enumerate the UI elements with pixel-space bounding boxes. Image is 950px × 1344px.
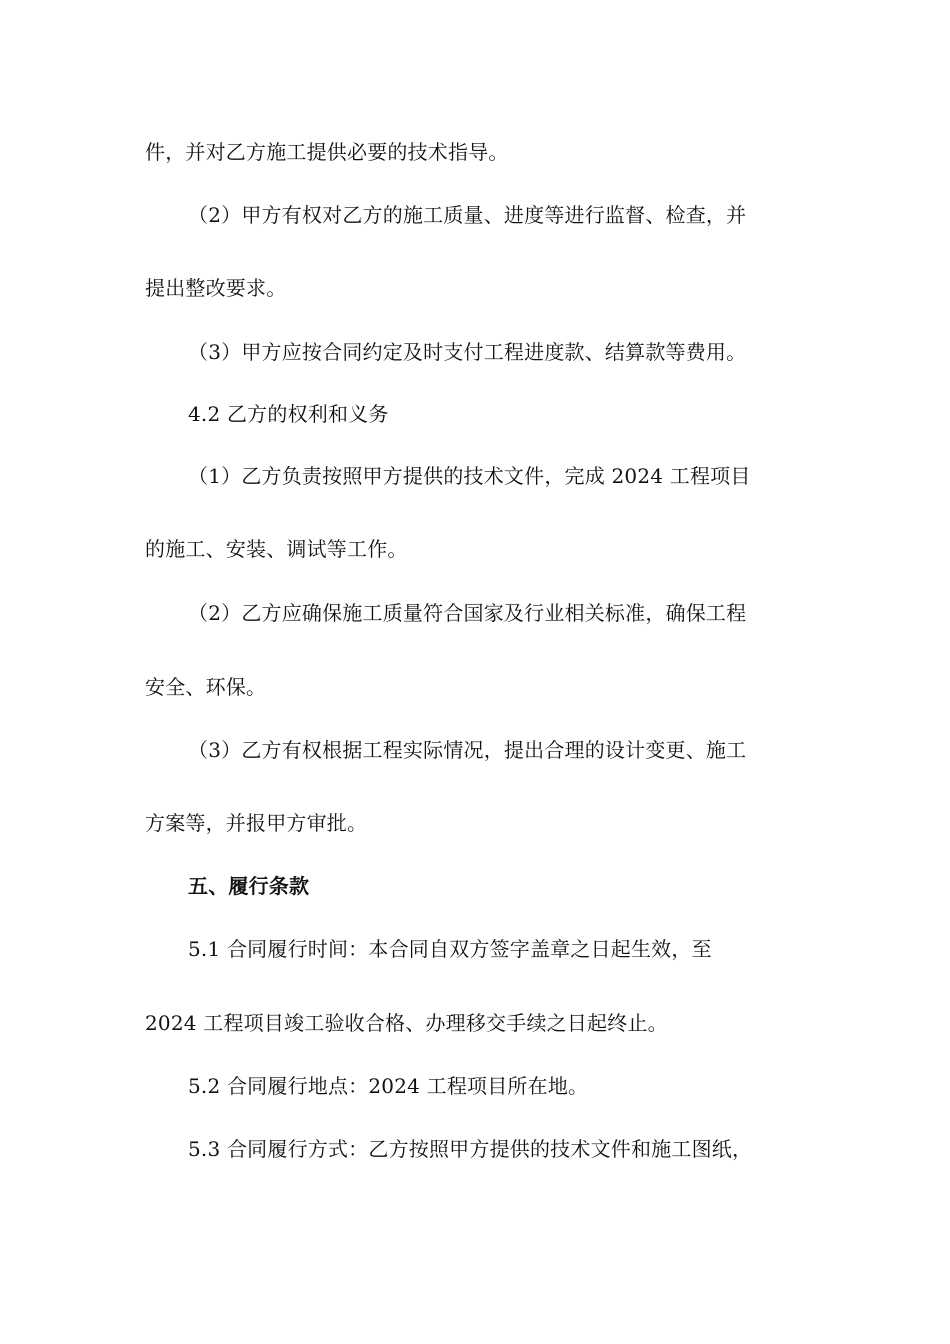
paragraph-line: 方案等，并报甲方审批。 bbox=[145, 811, 368, 835]
section-heading: 4.2 乙方的权利和义务 bbox=[188, 402, 389, 426]
paragraph-line: （3）甲方应按合同约定及时支付工程进度款、结算款等费用。 bbox=[188, 340, 747, 364]
paragraph-line: （2）甲方有权对乙方的施工质量、进度等进行监督、检查，并 bbox=[188, 203, 747, 227]
paragraph-line: 5.1 合同履行时间：本合同自双方签字盖章之日起生效，至 bbox=[188, 937, 712, 961]
paragraph-line: 安全、环保。 bbox=[145, 675, 267, 699]
paragraph-line: 的施工、安装、调试等工作。 bbox=[145, 537, 408, 561]
paragraph-line: 5.2 合同履行地点：2024 工程项目所在地。 bbox=[188, 1074, 589, 1098]
paragraph-line: （2）乙方应确保施工质量符合国家及行业相关标准，确保工程 bbox=[188, 601, 747, 625]
paragraph-line: 提出整改要求。 bbox=[145, 276, 287, 300]
paragraph-line: 2024 工程项目竣工验收合格、办理移交手续之日起终止。 bbox=[145, 1011, 668, 1035]
paragraph-line: （3）乙方有权根据工程实际情况，提出合理的设计变更、施工 bbox=[188, 738, 747, 762]
chapter-heading: 五、履行条款 bbox=[188, 874, 310, 898]
paragraph-line: 5.3 合同履行方式：乙方按照甲方提供的技术文件和施工图纸， bbox=[188, 1137, 753, 1161]
paragraph-line: 件，并对乙方施工提供必要的技术指导。 bbox=[145, 140, 509, 164]
paragraph-line: （1）乙方负责按照甲方提供的技术文件，完成 2024 工程项目 bbox=[188, 464, 751, 488]
